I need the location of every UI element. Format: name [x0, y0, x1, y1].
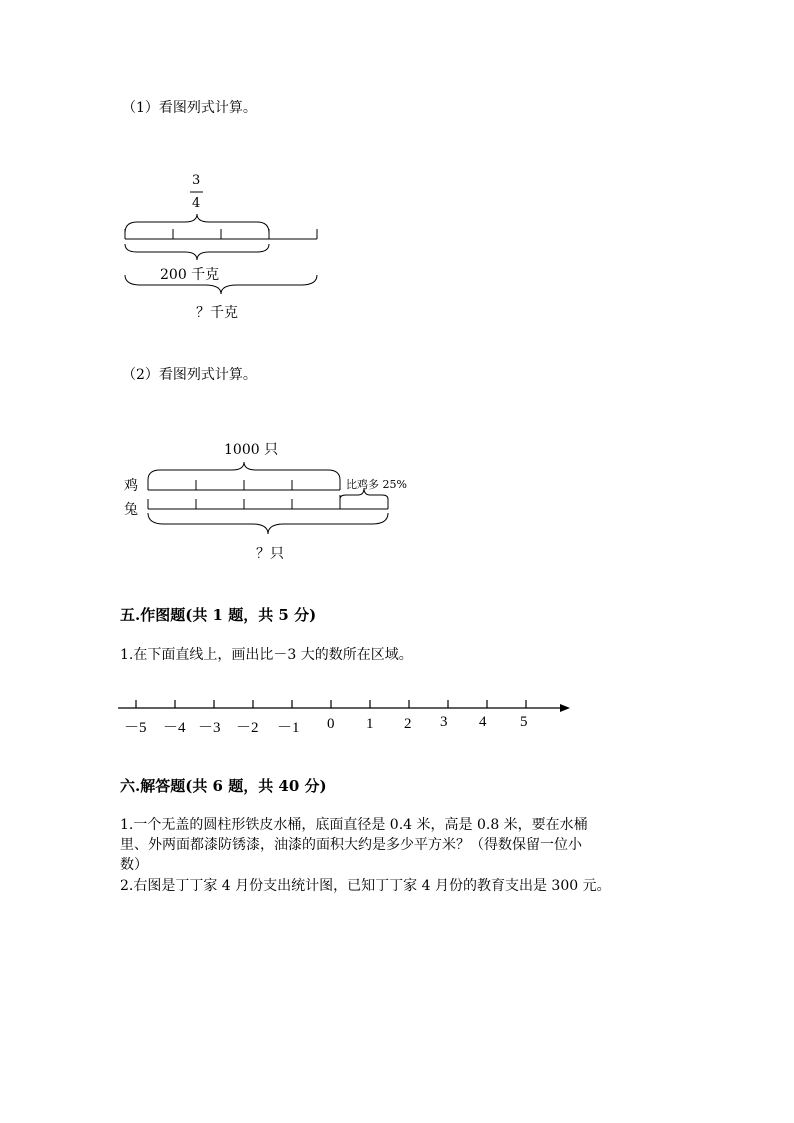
section5-item1: 1.在下面直线上，画出比－3 大的数所在区域。	[120, 647, 413, 663]
q2-top-label: 1000 只	[224, 442, 279, 458]
numberline-label: 1	[366, 716, 374, 732]
numberline-label: 2	[404, 716, 412, 732]
q2-prompt: （2）看图列式计算。	[122, 367, 257, 383]
q2-note: 比鸡多 25%	[346, 478, 407, 491]
numberline-label: 0	[327, 716, 335, 732]
section5-heading: 五.作图题(共 1 题，共 5 分)	[120, 606, 317, 624]
q1-fraction-denominator: 4	[192, 196, 201, 211]
numberline-label: －2	[236, 720, 259, 736]
numberline-label: －5	[124, 720, 147, 736]
numberline-label: －3	[198, 720, 221, 736]
q2-bottom-label: ？只	[256, 546, 284, 562]
q1-fraction-numerator: 3	[192, 173, 201, 188]
section6-item1-line2: 里、外两面都漆防锈漆，油漆的面积大约是多少平方米？（得数保留一位小	[120, 837, 582, 853]
section6-item1-line3: 数）	[120, 857, 148, 873]
numberline-label: 3	[440, 714, 448, 730]
q2-top-brace	[148, 462, 340, 480]
q2-total-brace	[148, 513, 388, 534]
q1-total-brace	[125, 275, 317, 294]
q2-row-chicken: 鸡	[124, 478, 138, 494]
numberline-ticks	[136, 700, 526, 708]
numberline-label: －4	[163, 720, 186, 736]
numberline-label: 5	[520, 714, 528, 730]
q1-unknown-label: ？千克	[196, 305, 238, 321]
numberline-arrow	[560, 704, 570, 712]
numberline-label: －1	[277, 720, 300, 736]
section6-item2: 2.右图是丁丁家 4 月份支出统计图，已知丁丁家 4 月份的教育支出是 300 元。	[120, 878, 611, 894]
q2-row-rabbit: 兔	[124, 502, 138, 518]
q1-prompt: （1）看图列式计算。	[122, 100, 257, 116]
section6-item1-line1: 1.一个无盖的圆柱形铁皮水桶，底面直径是 0.4 米，高是 0.8 米，要在水桶	[120, 817, 588, 833]
section6-heading: 六.解答题(共 6 题，共 40 分)	[120, 777, 327, 795]
numberline-label: 4	[479, 714, 487, 730]
q1-lower-brace	[125, 244, 269, 260]
q1-known-label: 200 千克	[160, 267, 220, 283]
q1-top-brace	[125, 214, 269, 233]
